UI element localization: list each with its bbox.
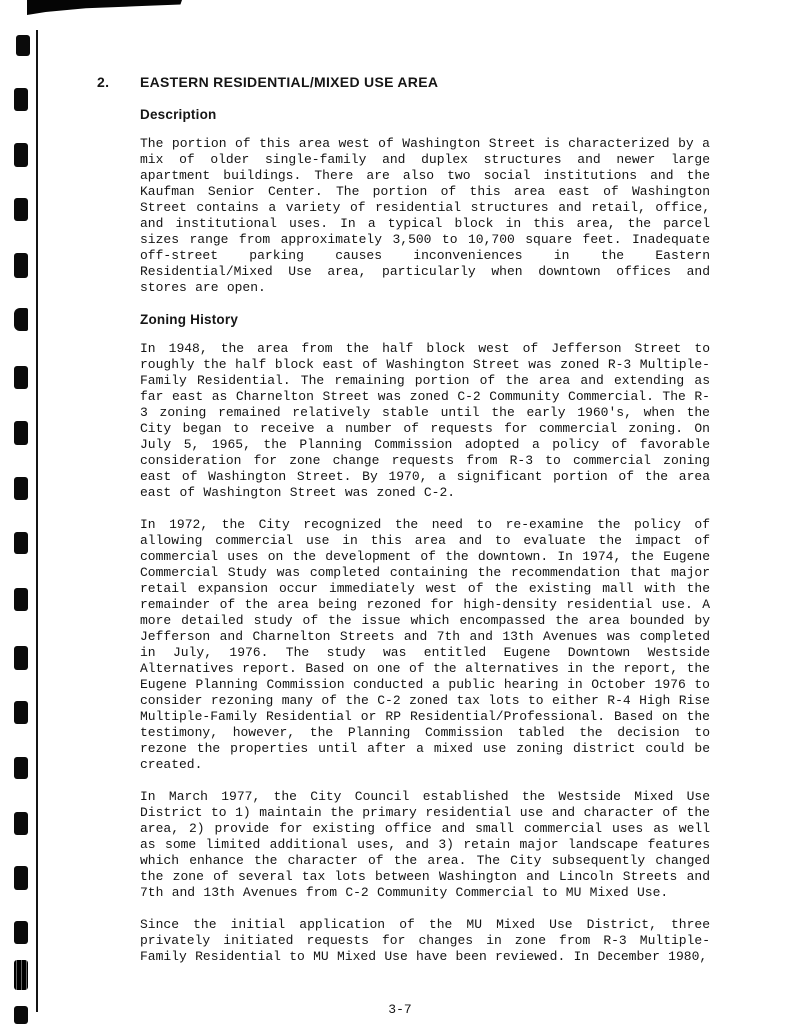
binding-hole-mark bbox=[14, 588, 28, 611]
binding-hole-mark bbox=[14, 198, 28, 221]
paragraph-description-1: The portion of this area west of Washington Street is characterized by a mix of older single-family and duplex structures and newer large apartment buildings. There are also two social institutions and the Kaufman Senior Center. The portion of this area east of Washington Street contains a variety of residential structures and retail, office, and institutional uses. In a typical block in this area, the parcel sizes range from approximately 3,500 to 10,700 square feet. Inadequate off-street parking causes inconveniences in the Eastern Residential/Mixed Use area, particularly when downtown offices and stores are open. bbox=[140, 136, 710, 295]
binding-hole-mark bbox=[14, 532, 28, 554]
binding-hole-mark bbox=[14, 88, 28, 111]
binding-hole-mark-textured bbox=[14, 960, 28, 990]
binding-hole-mark bbox=[16, 35, 30, 56]
paragraph-zoning-4: Since the initial application of the MU Mixed Use District, three privately initiated requests for changes in zone from R-3 Multiple-Family Residential to MU Mixed Use have been reviewed. In December 1980, bbox=[140, 917, 710, 964]
paragraph-zoning-3: In March 1977, the City Council established the Westside Mixed Use District to 1) maintain the primary residential use and character of the area, 2) provide for existing office and small commercial uses as well as some limited additional uses, and 3) retain major landscape features which enhance the character of the area. The City subsequently changed the zone of several tax lots between Washington and Lincoln Streets and 7th and 13th Avenues from C-2 Community Commercial to MU Mixed Use. bbox=[140, 789, 710, 900]
binding-hole-mark bbox=[14, 308, 28, 331]
binding-hole-mark bbox=[14, 646, 28, 670]
page-number: 3-7 bbox=[388, 1002, 412, 1017]
binding-hole-mark bbox=[14, 366, 28, 389]
paragraph-zoning-1: In 1948, the area from the half block west of Jefferson Street to roughly the half block east of Washington Street was zoned R-3 Multiple-Family Residential. The remaining portion of the area and extending as far east as Charnelton Street was zoned C-2 Community Commercial. The R-3 zoning remained relatively stable until the early 1960's, when the City began to receive a number of requests for commercial zoning. On July 5, 1965, the Planning Commission adopted a policy of favorable consideration for zone change requests from R-3 to commercial zoning east of Washington Street. By 1970, a significant portion of the area east of Washington Street was zoned C-2. bbox=[140, 341, 710, 500]
binding-hole-mark bbox=[14, 812, 28, 835]
section-number: 2. bbox=[97, 74, 110, 90]
binding-hole-mark bbox=[14, 253, 28, 278]
binding-hole-mark bbox=[14, 866, 28, 890]
binding-hole-mark bbox=[14, 421, 28, 445]
binding-hole-mark bbox=[14, 757, 28, 779]
section-title: EASTERN RESIDENTIAL/MIXED USE AREA bbox=[140, 74, 439, 90]
paragraph-zoning-2: In 1972, the City recognized the need to re-examine the policy of allowing commercial use in this area and to evaluate the impact of commercial uses on the development of the downtown. In 1974, the Eugene Commercial Study was completed containing the recommendation that major retail expansion occur immediately west of the existing mall with the remainder of the area being rezoned for high-density residential use. A more detailed study of the issue which encompassed the area bounded by Jefferson and Charnelton Streets and 7th and 13th Avenues was completed in July, 1976. The study was entitled Eugene Downtown Westside Alternatives report. Based on one of the alternatives in the report, the Eugene Planning Commission conducted a public hearing in October 1976 to consider rezoning many of the C-2 zoned tax lots to either R-4 High Rise Multiple-Family Residential or RP Residential/Professional. Based on the testimony, however, the Planning Commission tabled the decision to rezone the properties until after a mixed use zoning district could be created. bbox=[140, 517, 710, 772]
binding-hole-mark bbox=[14, 921, 28, 944]
heading-description: Description bbox=[140, 107, 217, 122]
binding-hole-mark bbox=[14, 143, 28, 167]
document-content bbox=[97, 74, 713, 981]
binding-hole-mark bbox=[14, 701, 28, 724]
binding-hole-mark bbox=[14, 477, 28, 500]
heading-zoning-history: Zoning History bbox=[140, 312, 239, 327]
scan-artifact-top-bar bbox=[27, 0, 182, 15]
scan-artifact-edge-line bbox=[36, 30, 38, 1012]
section-title-row bbox=[97, 74, 713, 90]
